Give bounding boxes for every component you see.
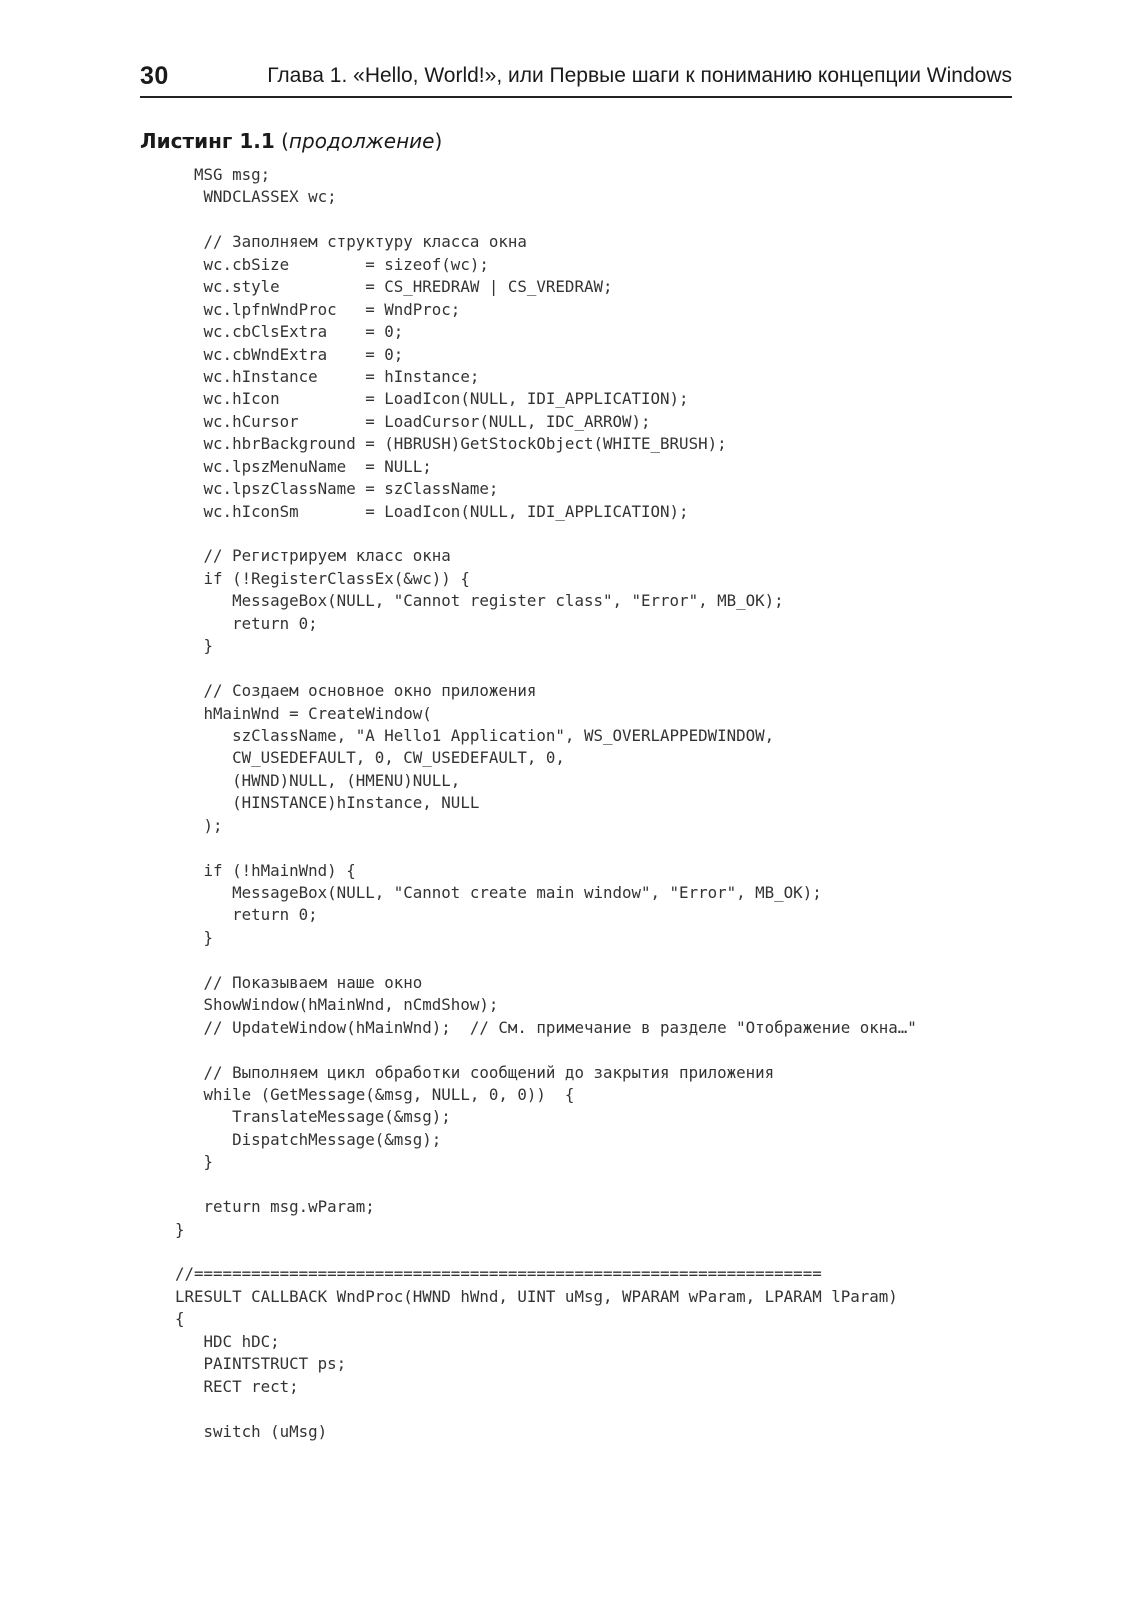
code-line: MessageBox(NULL, "Cannot create main window", "Error", MB_OK); <box>175 883 822 902</box>
code-line: CW_USEDEFAULT, 0, CW_USEDEFAULT, 0, <box>175 748 565 768</box>
code-line: return 0; <box>175 613 318 633</box>
code-line: TranslateMessage(&msg); <box>175 1107 451 1127</box>
code-line: if (!hMainWnd) { <box>175 860 356 880</box>
code-line: wc.lpszClassName = szClassName; <box>175 479 499 499</box>
code-line: HDC hDC; <box>175 1331 280 1351</box>
listing-caption-note: продолжение <box>288 129 435 153</box>
code-line: while (GetMessage(&msg, NULL, 0, 0)) { <box>175 1084 575 1104</box>
code-line: switch (uMsg) <box>175 1421 328 1441</box>
code-line: hMainWnd = CreateWindow( <box>175 703 432 723</box>
code-line: wc.hIcon = LoadIcon(NULL, IDI_APPLICATION); <box>175 389 689 409</box>
code-line: wc.cbWndExtra = 0; <box>175 344 404 364</box>
code-line <box>175 658 1075 680</box>
code-line: (HWND)NULL, (HMENU)NULL, <box>175 770 461 790</box>
code-line: // Регистрируем класс окна <box>175 546 451 566</box>
code-line: wc.lpfnWndProc = WndProc; <box>175 299 461 319</box>
page-header <box>140 62 1012 98</box>
code-line: RECT rect; <box>175 1376 299 1396</box>
code-line: if (!RegisterClassEx(&wc)) { <box>175 568 470 588</box>
code-line: szClassName, "A Hello1 Application", WS_OVERLAPPEDWINDOW, <box>175 725 775 745</box>
listing-caption <box>140 129 442 153</box>
listing-caption-label: Листинг 1.1 <box>140 129 275 153</box>
code-line <box>175 209 1075 231</box>
code-line <box>175 1174 1075 1196</box>
code-line <box>175 1241 1075 1263</box>
code-line: wc.hbrBackground = (HBRUSH)GetStockObject(WHITE_BRUSH); <box>175 434 727 454</box>
code-line <box>175 1398 1075 1420</box>
code-line: ShowWindow(hMainWnd, nCmdShow); <box>175 995 499 1015</box>
code-listing <box>175 164 1075 1443</box>
code-line: DispatchMessage(&msg); <box>175 1129 442 1149</box>
code-line <box>175 949 1075 971</box>
code-line: return msg.wParam; <box>175 1197 375 1217</box>
code-line: // Создаем основное окно приложения <box>175 681 537 701</box>
code-line: // Показываем наше окно <box>175 972 423 992</box>
code-line: // Выполняем цикл обработки сообщений до закрытия приложения <box>175 1062 775 1082</box>
code-line: wc.hInstance = hInstance; <box>175 366 480 386</box>
caption-close-paren: ) <box>434 129 443 153</box>
code-line: } <box>175 1152 214 1172</box>
code-line: ); <box>175 815 223 835</box>
code-line <box>175 523 1075 545</box>
caption-open-paren: ( <box>281 129 289 153</box>
code-line: MessageBox(NULL, "Cannot register class", "Error", MB_OK); <box>175 591 784 611</box>
code-line: WNDCLASSEX wc; <box>175 187 337 207</box>
code-line: return 0; <box>175 905 318 925</box>
code-line: LRESULT CALLBACK WndProc(HWND hWnd, UINT uMsg, WPARAM wParam, LPARAM lParam) <box>175 1286 898 1306</box>
code-line: wc.style = CS_HREDRAW | CS_VREDRAW; <box>175 277 613 297</box>
code-line: wc.cbSize = sizeof(wc); <box>175 254 489 274</box>
code-line <box>175 837 1075 859</box>
code-line: wc.lpszMenuName = NULL; <box>175 456 432 476</box>
code-line <box>175 1039 1075 1061</box>
page-number: 30 <box>140 62 169 90</box>
code-line: } <box>175 1219 185 1239</box>
code-line: (HINSTANCE)hInstance, NULL <box>175 793 480 813</box>
code-line: wc.hCursor = LoadCursor(NULL, IDC_ARROW); <box>175 411 651 431</box>
code-line: // UpdateWindow(hMainWnd); // См. примечание в разделе "Отображение окна…" <box>175 1017 917 1037</box>
running-head: Глава 1. «Hello, World!», или Первые шаги к пониманию концепции Windows <box>267 64 1012 87</box>
code-line: } <box>175 927 214 947</box>
code-line: // Заполняем структуру класса окна <box>175 232 527 252</box>
code-line: { <box>175 1309 185 1329</box>
code-line: //================================================================== <box>175 1264 822 1284</box>
code-line: wc.cbClsExtra = 0; <box>175 322 404 342</box>
code-line: PAINTSTRUCT ps; <box>175 1354 347 1374</box>
code-line: wc.hIconSm = LoadIcon(NULL, IDI_APPLICATION); <box>175 501 689 521</box>
code-line: MSG msg; <box>175 165 271 184</box>
code-line: } <box>175 636 214 656</box>
